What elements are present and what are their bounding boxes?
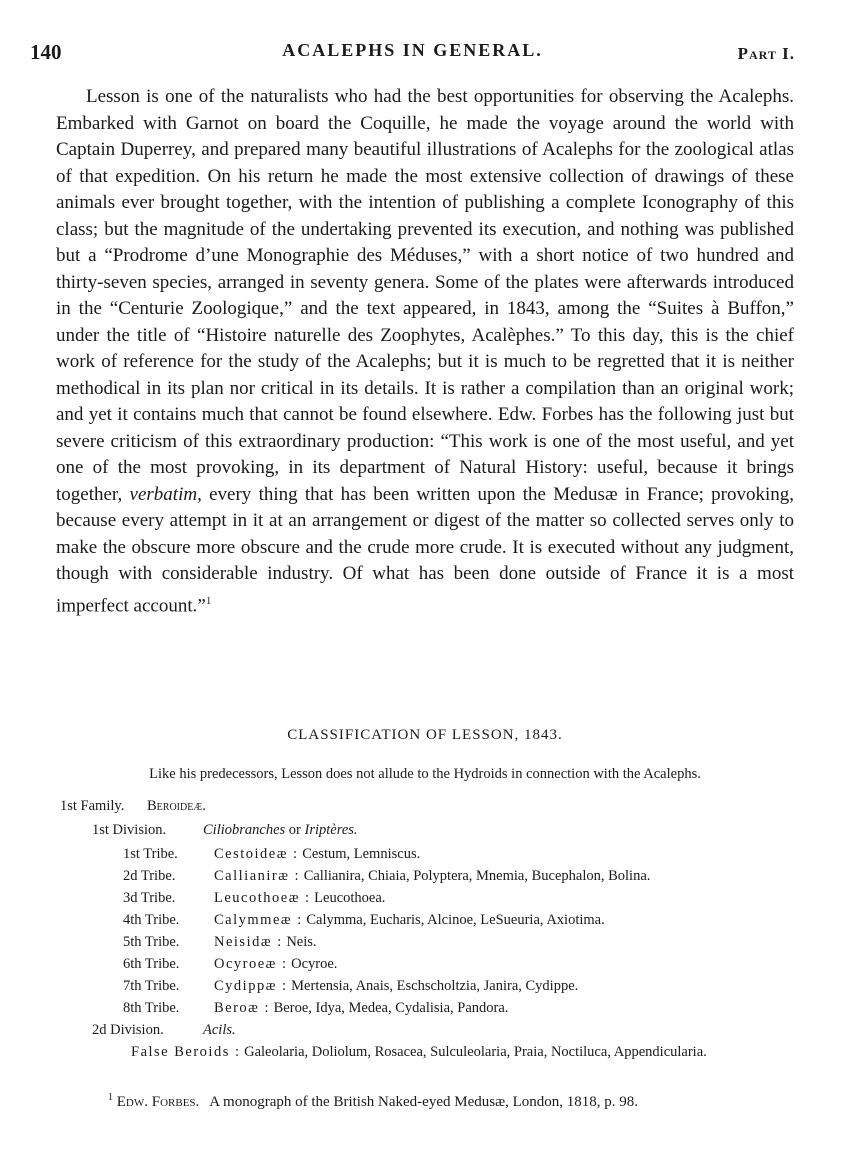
tribe-row bbox=[123, 912, 605, 929]
tribe-row bbox=[123, 846, 420, 863]
tribe-genera: Cestum, Lemniscus. bbox=[302, 846, 421, 862]
footnote-author: Edw. Forbes. bbox=[116, 1094, 200, 1110]
division-name-b: Iriptères. bbox=[304, 822, 358, 838]
running-head: ACALEPHS IN GENERAL. bbox=[282, 40, 543, 60]
footnote-mark: 1 bbox=[108, 1092, 113, 1103]
classification-note: Like his predecessors, Lesson does not allude to the Hydroids in connection with the Acalephs. bbox=[149, 766, 701, 782]
tribe-label: 6th Tribe. bbox=[123, 956, 180, 972]
tribe-row bbox=[123, 978, 578, 995]
tribe-label: 3d Tribe. bbox=[123, 890, 176, 906]
tribe-row bbox=[123, 956, 337, 973]
tribe-row bbox=[123, 934, 317, 951]
division-label: 2d Division. bbox=[92, 1022, 164, 1038]
family-row bbox=[60, 798, 206, 815]
tribe-genera: Mertensia, Anais, Eschscholtzia, Janira, Cydippe. bbox=[291, 978, 579, 994]
tribe-label: 2d Tribe. bbox=[123, 868, 176, 884]
tribe-label: 4th Tribe. bbox=[123, 912, 180, 928]
paragraph-text-part1: Lesson is one of the naturalists who had the best opportunities for observing the Acalephs. Embarked with Garnot on board the Coquille, he made the voyage around the world with Captain Duperrey, and prepared many beautiful illustrations of Acalephs for the zoological atlas of that expedition. On his return he made the most extensive collection of drawings of these animals ever brought together, with the intention of publishing a complete Iconography of this class; but the magnitude of the undertaking prevented its execution, and nothing was published but a “Prodrome d’une Monographie des Méduses,” with a short notice of two hundred and thirty-seven species, arranged in seventy genera. Some of the plates were afterwards introduced in the “Centurie Zoologique,” and the text appeared, in 1843, among the “Suites à Buffon,” under the title of “Histoire naturelle des Zoophytes, Acalèphes.” To this day, this is the chief work of reference for the study of the Acalephs; but it is much to be regretted that it is neither methodical in its plan nor critical in its details. It is rather a compilation than an original work; and yet it contains much that cannot be found elsewhere. Edw. Forbes has the following just but severe criticism of this extraordinary production: “This work is one of the most useful, and yet one of the most provoking, in its department of Natural History: useful, because it brings together, bbox=[56, 86, 794, 505]
body-paragraph bbox=[56, 84, 794, 619]
tribe-row bbox=[123, 890, 385, 907]
false-beroids-row bbox=[131, 1044, 707, 1061]
tribe-label: 5th Tribe. bbox=[123, 934, 180, 950]
footnote-text: A monograph of the British Naked-eyed Medusæ, London, 1818, p. 98. bbox=[209, 1094, 638, 1110]
tribe-genera: Callianira, Chiaia, Polyptera, Mnemia, Bucephalon, Bolina. bbox=[303, 868, 651, 884]
tribe-name: Cydippæ : bbox=[214, 978, 288, 994]
division-label: 1st Division. bbox=[92, 822, 167, 838]
division-name: Acils. bbox=[203, 1022, 236, 1038]
division-row-2 bbox=[92, 1022, 236, 1039]
tribe-genera: Ocyroe. bbox=[291, 956, 338, 972]
page-number: 140 bbox=[30, 40, 62, 64]
division-row-1 bbox=[92, 822, 358, 839]
tribe-name: Leucothoeæ : bbox=[214, 890, 311, 906]
italic-word: verbatim, bbox=[129, 483, 202, 505]
tribe-row bbox=[123, 1000, 508, 1017]
paragraph bbox=[56, 84, 794, 619]
part-label: Part I. bbox=[737, 44, 795, 63]
footnote-reference: 1 bbox=[205, 594, 212, 607]
footnote bbox=[108, 1092, 808, 1111]
false-beroids-label: False Beroids : bbox=[131, 1044, 241, 1060]
tribe-name: Cestoideæ : bbox=[214, 846, 299, 862]
tribe-name: Calymmeæ : bbox=[214, 912, 303, 928]
tribe-name: Neisidæ : bbox=[214, 934, 283, 950]
tribe-genera: Beroe, Idya, Medea, Cydalisia, Pandora. bbox=[273, 1000, 509, 1016]
page-header bbox=[30, 40, 795, 70]
tribe-label: 1st Tribe. bbox=[123, 846, 178, 862]
classification-heading: CLASSIFICATION OF LESSON, 1843. bbox=[287, 727, 563, 743]
tribe-name: Beroæ : bbox=[214, 1000, 271, 1016]
tribe-genera: Calymma, Eucharis, Alcinoe, LeSueuria, Axiotima. bbox=[306, 912, 605, 928]
tribe-label: 7th Tribe. bbox=[123, 978, 180, 994]
tribe-name: Callianiræ : bbox=[214, 868, 301, 884]
tribe-row bbox=[123, 868, 650, 885]
division-or: or bbox=[288, 822, 301, 838]
division-name-a: Ciliobranches bbox=[203, 822, 286, 838]
paragraph-text-part2: every thing that has been written upon the Medusæ in France; provoking, because every attempt in it at an arrangement or digest of the matter so collected serves only to make the obscure more obscure and the crude more crude. It is executed without any judgment, though with considerable industry. Of what has been done outside of France it is a most imperfect account.” bbox=[56, 483, 795, 616]
family-label: 1st Family. bbox=[60, 798, 125, 814]
tribe-genera: Neis. bbox=[286, 934, 317, 950]
tribe-name: Ocyroeæ : bbox=[214, 956, 288, 972]
false-beroids-genera: Galeolaria, Doliolum, Rosacea, Sulculeolaria, Praia, Noctiluca, Appendicularia. bbox=[244, 1044, 707, 1060]
tribe-label: 8th Tribe. bbox=[123, 1000, 180, 1016]
tribe-genera: Leucothoea. bbox=[314, 890, 386, 906]
family-name: Beroideæ. bbox=[147, 798, 206, 814]
